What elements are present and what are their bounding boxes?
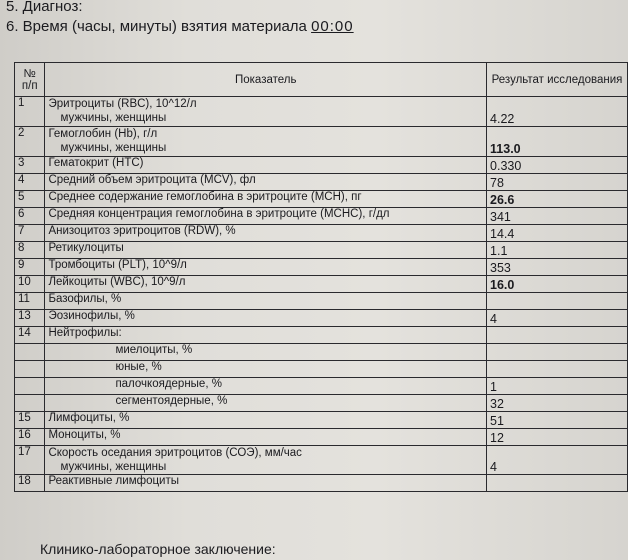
row-value: [487, 344, 628, 361]
row-label: палочкоядерные, %: [45, 378, 487, 395]
row-label: Реактивные лимфоциты: [45, 475, 487, 492]
row-label: Гемоглобин (Hb), г/л мужчины, женщины: [45, 127, 487, 157]
row-value: 341: [487, 208, 628, 225]
table-row: [15, 327, 628, 344]
row-label: Лейкоциты (WBC), 10^9/л: [45, 276, 487, 293]
table-row: [15, 310, 628, 327]
table-row: [15, 293, 628, 310]
row-number: 13: [15, 310, 45, 327]
row-label: Анизоцитоз эритроцитов (RDW), %: [45, 225, 487, 242]
row-label: юные, %: [45, 361, 487, 378]
row-number: [15, 378, 45, 395]
row-value: [487, 327, 628, 344]
row-value: 78: [487, 174, 628, 191]
table-row: [15, 127, 628, 157]
table-row: [15, 378, 628, 395]
row-number: 8: [15, 242, 45, 259]
row-number: 14: [15, 327, 45, 344]
diagnosis-line: 5. Диагноз:: [6, 0, 83, 15]
row-label: сегментоядерные, %: [45, 395, 487, 412]
table-row: [15, 361, 628, 378]
row-number: 9: [15, 259, 45, 276]
row-number: 5: [15, 191, 45, 208]
table-row: [15, 208, 628, 225]
row-number: 16: [15, 429, 45, 446]
row-number: 17: [15, 446, 45, 475]
lab-conclusion-label: Клинико-лабораторное заключение:: [40, 541, 276, 557]
row-label: Базофилы, %: [45, 293, 487, 310]
results-table: [14, 62, 628, 492]
row-label: Гематокрит (HTC): [45, 157, 487, 174]
row-label: Ретикулоциты: [45, 242, 487, 259]
row-value: 1.1: [487, 242, 628, 259]
row-number: 15: [15, 412, 45, 429]
sample-time-line: [6, 18, 354, 35]
table-row: [15, 276, 628, 293]
table-row: [15, 446, 628, 475]
row-number: [15, 344, 45, 361]
table-row: [15, 174, 628, 191]
table-row: [15, 344, 628, 361]
table-row: [15, 412, 628, 429]
row-value: 4: [487, 310, 628, 327]
row-label: Лимфоциты, %: [45, 412, 487, 429]
row-label: миелоциты, %: [45, 344, 487, 361]
row-number: 3: [15, 157, 45, 174]
row-label: Эритроциты (RBC), 10^12/л мужчины, женщины: [45, 97, 487, 127]
row-label: Эозинофилы, %: [45, 310, 487, 327]
sample-time-label: 6. Время (часы, минуты) взятия материала: [6, 18, 307, 35]
row-number: [15, 361, 45, 378]
row-value: 12: [487, 429, 628, 446]
col-num-header: № п/п: [15, 63, 45, 97]
col-result-header: Результат исследования: [487, 63, 628, 97]
row-number: 4: [15, 174, 45, 191]
row-value: 14.4: [487, 225, 628, 242]
row-value: [487, 361, 628, 378]
row-number: 2: [15, 127, 45, 157]
row-value: 51: [487, 412, 628, 429]
sample-time-value: 00:00: [311, 18, 354, 35]
row-label: Средний объем эритроцита (MCV), фл: [45, 174, 487, 191]
table-row: [15, 475, 628, 492]
row-number: 11: [15, 293, 45, 310]
row-number: 1: [15, 97, 45, 127]
row-label: Моноциты, %: [45, 429, 487, 446]
row-number: 6: [15, 208, 45, 225]
row-label: Скорость оседания эритроцитов (СОЭ), мм/час мужчины, женщины: [45, 446, 487, 475]
row-value: 0.330: [487, 157, 628, 174]
row-value: 4.22: [487, 97, 628, 127]
row-number: 7: [15, 225, 45, 242]
row-value: 26.6: [487, 191, 628, 208]
row-label: Тромбоциты (PLT), 10^9/л: [45, 259, 487, 276]
row-value: 353: [487, 259, 628, 276]
table-header-row: [15, 63, 628, 97]
row-value: [487, 475, 628, 492]
row-number: 18: [15, 475, 45, 492]
row-value: 113.0: [487, 127, 628, 157]
row-label: Средняя концентрация гемоглобина в эритроците (MCHC), г/дл: [45, 208, 487, 225]
row-label: Среднее содержание гемоглобина в эритроците (MCH), пг: [45, 191, 487, 208]
table-row: [15, 97, 628, 127]
row-value: 1: [487, 378, 628, 395]
table-row: [15, 191, 628, 208]
table-row: [15, 259, 628, 276]
row-value: 4: [487, 446, 628, 475]
row-number: 10: [15, 276, 45, 293]
row-number: [15, 395, 45, 412]
table-row: [15, 157, 628, 174]
col-indicator-header: Показатель: [45, 63, 487, 97]
row-value: [487, 293, 628, 310]
table-row: [15, 225, 628, 242]
row-value: 16.0: [487, 276, 628, 293]
table-row: [15, 395, 628, 412]
row-value: 32: [487, 395, 628, 412]
table-row: [15, 242, 628, 259]
table-row: [15, 429, 628, 446]
row-label: Нейтрофилы:: [45, 327, 487, 344]
